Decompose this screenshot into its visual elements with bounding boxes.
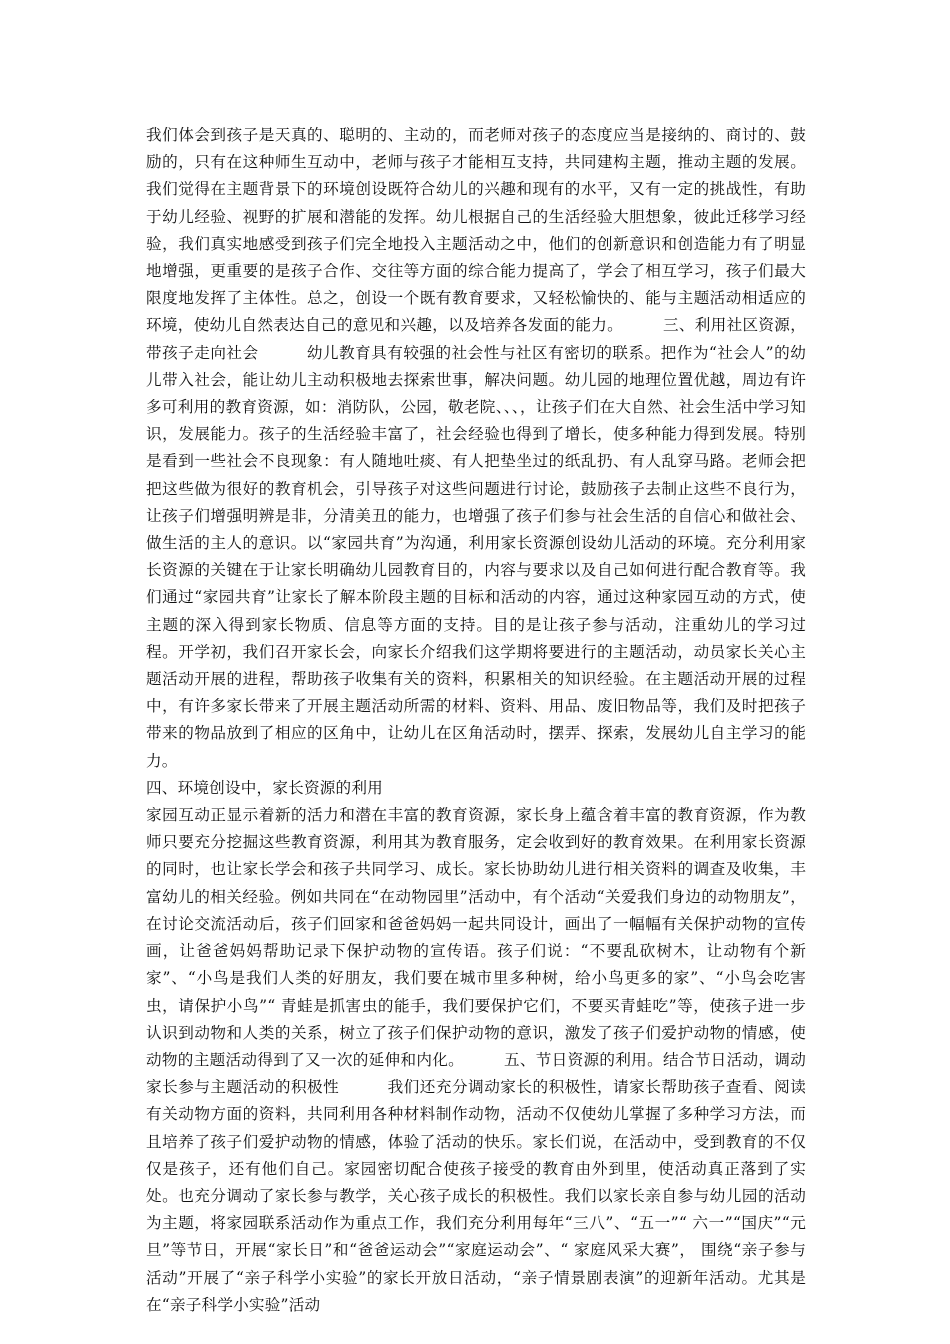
section-heading-parent-resources: 四、环境创设中，家长资源的利用 [146,778,383,797]
paragraph-parent-and-festival-resources: 家园互动正显示着新的活力和潜在丰富的教育资源，家长身上蕴含着丰富的教育资源，作为教师只要充分挖掘这些教育资源，利用其为教育服务，定会收到好的教育效果。在利用家长资源的同时，也让家长学会和孩子共同学习、成长。家长协助幼儿进行相关资料的调查及收集，丰富幼儿的相关经验。例如共同在“在动物园里”活动中，有个活动“关爱我们身边的动物朋友”，在讨论交流活动后，孩子们回家和爸爸妈妈一起共同设计，画出了一幅幅有关保护动物的宣传画，让爸爸妈妈帮助记录下保护动物的宣传语。孩子们说：“不要乱砍树木，让动物有个新家”、“小鸟是我们人类的好朋友，我们要在城市里多种树，给小鸟更多的家”、“小鸟会吃害虫，请保护小鸟”“ 青蛙是抓害虫的能手，我们要保护它们，不要买青蛙吃”等，使孩子进一步认识到动物和人类的关系，树立了孩子们保护动物的意识，激发了孩子们爱护动物的情感，使动物的主题活动得到了又一次的延伸和内化。 五、节日资源的利用。结合节日活动，调动家长参与主题活动的积极性 我们还充分调动家长的积极性，请家长帮助孩子查看、阅读有关动物方面的资料，共同利用各种材料制作动物，活动不仅使幼儿掌握了多种学习方法，而且培养了孩子们爱护动物的情感，体验了活动的快乐。家长们说，在活动中，受到教育的不仅仅是孩子，还有他们自己。家园密切配合使孩子接受的教育由外到里，使活动真正落到了实处。也充分调动了家长参与教学，关心孩子成长的积极性。我们以家长亲自参与幼儿园的活动为主题，将家园联系活动作为重点工作，我们充分利用每年“三八”、“五一”“ 六一”“国庆”“元旦”等节日，开展“家长日”和“爸爸运动会”“家庭运动会”、“ 家庭风采大赛”， 围绕“亲子参与活动”开展了“亲子科学小实验”的家长开放日活动，“亲子情景剧表演”的迎新年活动。尤其是在“亲子科学小实验”活动 [146,806,806,1314]
body-text [146,122,806,1319]
paragraph-environment-and-community: 我们体会到孩子是天真的、聪明的、主动的，而老师对孩子的态度应当是接纳的、商讨的、鼓励的，只有在这种师生互动中，老师与孩子才能相互支持，共同建构主题，推动主题的发展。我们觉得在主题背景下的环境创设既符合幼儿的兴趣和现有的水平，又有一定的挑战性，有助于幼儿经验、视野的扩展和潜能的发挥。幼儿根据自己的生活经验大胆想象，彼此迁移学习经验，我们真实地感受到孩子们完全地投入主题活动之中，他们的创新意识和创造能力有了明显地增强，更重要的是孩子合作、交往等方面的综合能力提高了，学会了相互学习，孩子们最大限度地发挥了主体性。总之，创设一个既有教育要求，又轻松愉快的、能与主题活动相适应的环境，使幼儿自然表达自己的意见和兴趣，以及培养各发面的能力。 三、利用社区资源，带孩子走向社会 幼儿教育具有较强的社会性与社区有密切的联系。把作为“社会人”的幼儿带入社会，能让幼儿主动积极地去探索世事，解决问题。幼儿园的地理位置优越，周边有许多可利用的教育资源，如：消防队，公园，敬老院、、、，让孩子们在大自然、社会生活中学习知识，发展能力。孩子的生活经验丰富了，社会经验也得到了增长，使多种能力得到发展。特别是看到一些社会不良现象：有人随地吐痰、有人把垫坐过的纸乱扔、有人乱穿马路。老师会把把这些做为很好的教育机会，引导孩子对这些问题进行讨论，鼓励孩子去制止这些不良行为，让孩子们增强明辨是非，分清美丑的能力，也增强了孩子们参与社会生活的自信心和做社会、做生活的主人的意识。以“家园共育”为沟通，利用家长资源创设幼儿活动的环境。充分利用家长资源的关键在于让家长明确幼儿园教育目的，内容与要求以及自己如何进行配合教育等。我们通过“家园共育”让家长了解本阶段主题的目标和活动的内容，通过这种家园互动的方式，使主题的深入得到家长物质、信息等方面的支持。目的是让孩子参与活动，注重幼儿的学习过程。开学初，我们召开家长会，向家长介绍我们这学期将要进行的主题活动，动员家长关心主题活动开展的进程，帮助孩子收集有关的资料，积累相关的知识经验。在主题活动开展的过程中，有许多家长带来了开展主题活动所需的材料、资料、用品、废旧物品等，我们及时把孩子带来的物品放到了相应的区角中，让幼儿在区角活动时，摆弄、探索，发展幼儿自主学习的能力。 [146,126,806,770]
